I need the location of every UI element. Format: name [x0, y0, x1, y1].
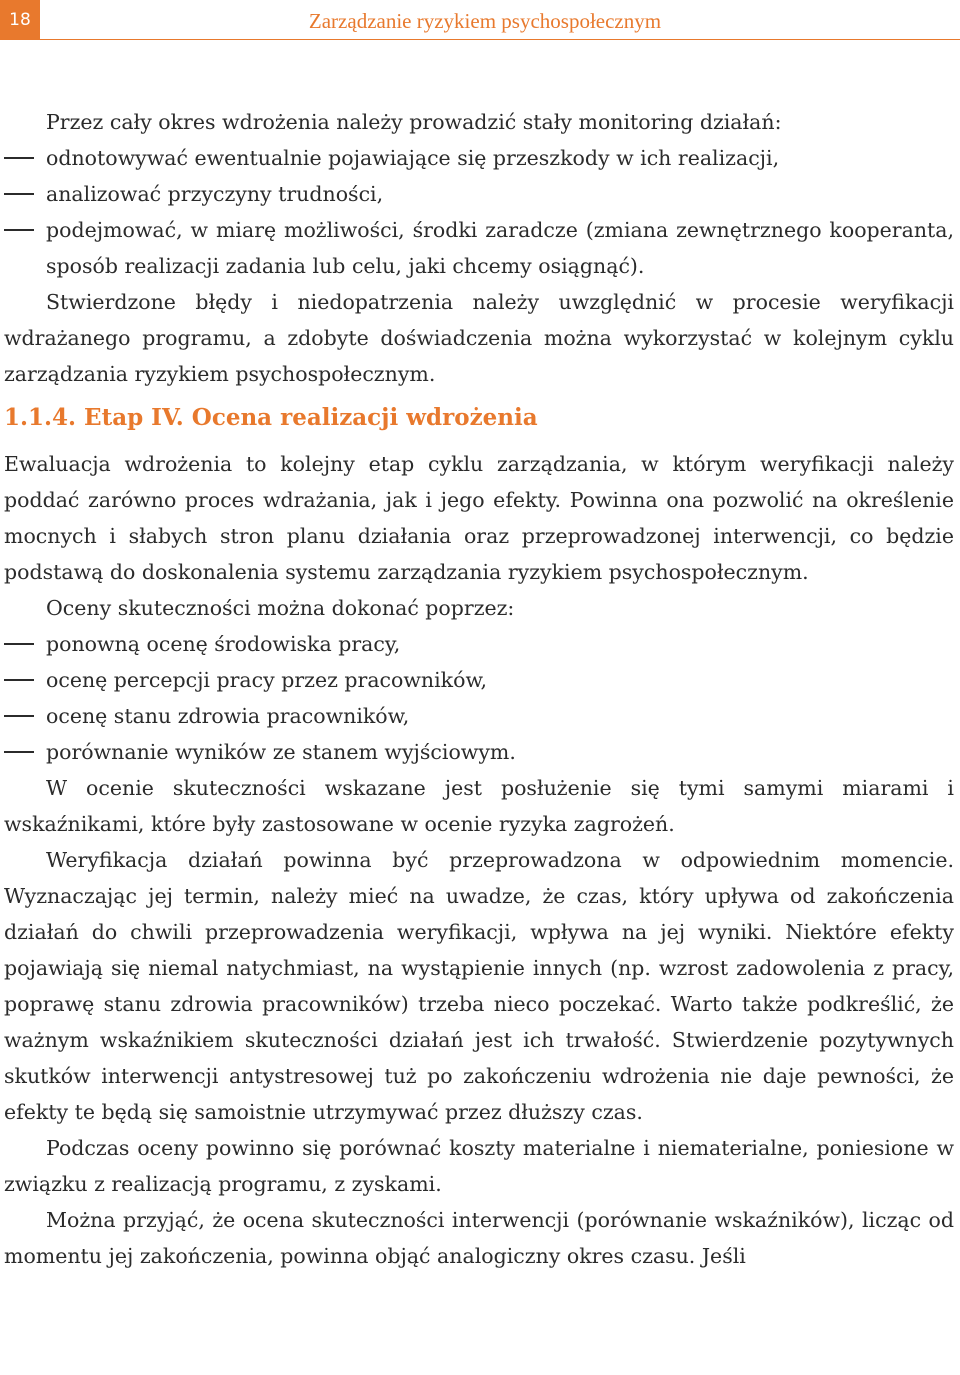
section-heading: 1.1.4. Etap IV. Ocena realizacji wdrożenia: [4, 404, 538, 431]
paragraph: Podczas oceny powinno się porównać koszty materialne i niematerialne, poniesione w związku z realizacją programu, z zyskami.: [4, 1136, 954, 1196]
running-title: Zarządzanie ryzykiem psychospołecznym: [308, 9, 662, 33]
paragraph: W ocenie skuteczności wskazane jest posłużenie się tymi samymi miarami i wskaźnikami, które były zastosowane w ocenie ryzyka zagrożeń.: [4, 776, 954, 836]
list-item: podejmować, w miarę możliwości, środki zaradcze (zmiana zewnętrznego kooperanta, sposób realizacji zadania lub celu, jaki chcemy osiągnąć).: [4, 212, 954, 284]
header-rule: [40, 39, 960, 40]
dash-bullet: [4, 193, 34, 195]
body-text: [4, 104, 954, 1274]
list-item: odnotowywać ewentualnie pojawiające się przeszkody w ich realizacji,: [4, 140, 954, 176]
paragraph: Można przyjąć, że ocena skuteczności interwencji (porównanie wskaźników), licząc od momentu jej zakończenia, powinna objąć analogiczny okres czasu. Jeśli: [4, 1208, 954, 1268]
paragraph: Stwierdzone błędy i niedopatrzenia należy uwzględnić w procesie weryfikacji wdrażanego programu, a zdobyte doświadczenia można wykorzystać w kolejnym cyklu zarządzania ryzykiem psychospołecznym.: [4, 290, 954, 386]
list-item: ocenę percepcji pracy przez pracowników,: [4, 662, 954, 698]
monitoring-intro: Przez cały okres wdrożenia należy prowadzić stały monitoring działań:: [46, 110, 782, 134]
evaluation-intro: Oceny skuteczności można dokonać poprzez:: [46, 596, 515, 620]
dash-bullet: [4, 715, 34, 717]
list-item: porównanie wyników ze stanem wyjściowym.: [4, 734, 954, 770]
dash-bullet: [4, 157, 34, 159]
dash-bullet: [4, 643, 34, 645]
dash-bullet: [4, 751, 34, 753]
list-item: ponowną ocenę środowiska pracy,: [4, 626, 954, 662]
list-item: analizować przyczyny trudności,: [4, 176, 954, 212]
page-number: 18: [0, 0, 40, 40]
paragraph: Weryfikacja działań powinna być przeprowadzona w odpowiednim momencie. Wyznaczając jej termin, należy mieć na uwadze, że czas, który upływa od zakończenia działań do chwili przeprowadzenia weryfikacji, wpływa na jej wyniki. Niektóre efekty pojawiają się niemal natychmiast, na wystąpienie innych (np. wzrost zadowolenia z pracy, poprawę stanu zdrowia pracowników) trzeba nieco poczekać. Warto także podkreślić, że ważnym wskaźnikiem skuteczności działań jest ich trwałość. Stwierdzenie pozytywnych skutków interwencji antystresowej tuż po zakończeniu wdrożenia nie daje pewności, że efekty te będą się samoistnie utrzymywać przez dłuższy czas.: [4, 848, 954, 1124]
paragraph: Ewaluacja wdrożenia to kolejny etap cyklu zarządzania, w którym weryfikacji należy poddać zarówno proces wdrażania, jak i jego efekty. Powinna ona pozwolić na określenie mocnych i słabych stron planu działania oraz przeprowadzonej interwencji, co będzie podstawą do doskonalenia systemu zarządzania ryzykiem psychospołecznym.: [4, 452, 954, 584]
dash-bullet: [4, 229, 34, 231]
list-item: ocenę stanu zdrowia pracowników,: [4, 698, 954, 734]
page-header: [0, 0, 960, 40]
dash-bullet: [4, 679, 34, 681]
